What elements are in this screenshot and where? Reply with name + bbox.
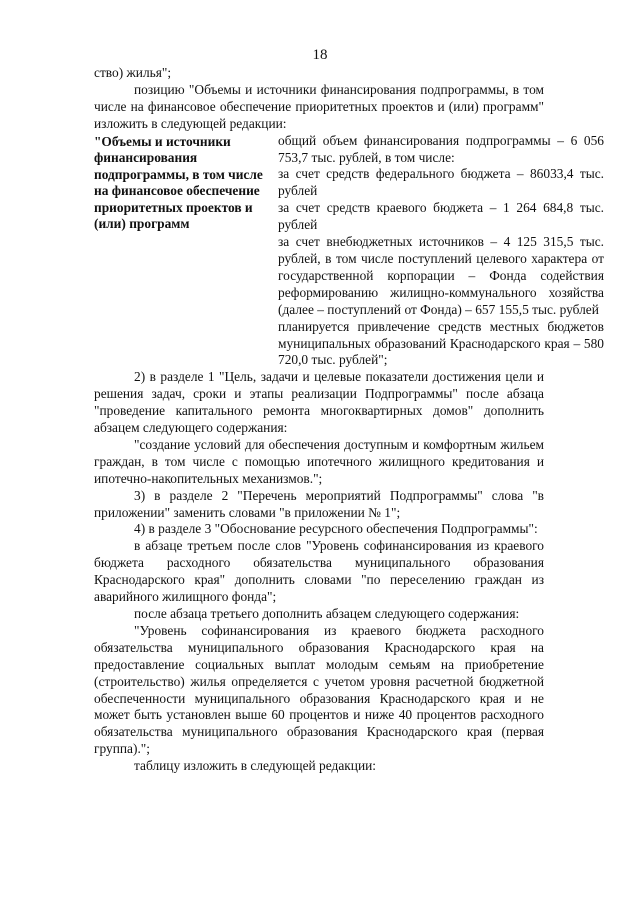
paragraph: "Уровень софинансирования из краевого бюджета расходного обязательства муниципального образования Краснодарского края на предоставление социальных выплат молодым семьям на приобретение (строительство) жилья определяется с учетом уровня расчетной бюджетной обеспеченности муниципального образования Краснодарского края и не может быть установлен выше 60 процентов и ниже 40 процентов расходного обязательства муниципального образования Краснодарского края (первая группа)."; xyxy=(94,622,544,757)
paragraph: таблицу изложить в следующей редакции: xyxy=(134,758,377,774)
financing-table xyxy=(94,132,604,370)
table-right-column xyxy=(278,133,604,370)
document-body xyxy=(94,65,604,775)
paragraph: 2) в разделе 1 "Цель, задачи и целевые показатели достижения цели и решения задач, сроки и этапы реализации Подпрограммы" после абзаца "проведение капитального ремонта многоквартирных домов" дополнить абзацем следующего содержания: xyxy=(94,369,544,436)
table-item: планируется привлечение средств местных бюджетов муниципальных образований Краснодарского края – 580 720,0 тыс. рублей"; xyxy=(278,318,604,368)
table-item: за счет средств федерального бюджета – 86033,4 тыс. рублей xyxy=(278,166,604,199)
paragraph: ство) жилья"; xyxy=(94,65,172,80)
paragraph: "создание условий для обеспечения доступным и комфортным жильем граждан, в том числе с помощью ипотечного жилищного кредитования и ипотечно-накопительных механизмов."; xyxy=(94,436,544,486)
table-item: за счет средств краевого бюджета – 1 264 684,8 тыс. рублей xyxy=(278,200,604,233)
page-number: 18 xyxy=(312,47,328,63)
table-left-label: "Объемы и источники финансирования подпрограммы, в том числе на финансовое обеспечение приоритетных проектов и (или) программ xyxy=(94,133,263,232)
table-item: за счет внебюджетных источников – 4 125 315,5 тыс. рублей, в том числе поступлений целевого характера от государственной корпорации – Фонда содействия реформированию жилищно-коммунального хозяйства (далее – поступлений от Фонда) – 657 155,5 тыс. рублей xyxy=(278,234,604,317)
paragraph: позицию "Объемы и источники финансирования подпрограммы, в том числе на финансовое обеспечение приоритетных проектов и (или) программ" изложить в следующей редакции: xyxy=(94,81,544,131)
paragraph: 3) в разделе 2 "Перечень мероприятий Подпрограммы" слова "в приложении" заменить словами "в приложении № 1"; xyxy=(94,487,544,520)
paragraph: в абзаце третьем после слов "Уровень софинансирования из краевого бюджета расходного обязательства муниципального образования Краснодарского края" дополнить словами "по переселению граждан из аварийного жилищного фонда"; xyxy=(94,538,544,605)
paragraph: после абзаца третьего дополнить абзацем следующего содержания: xyxy=(134,606,520,621)
paragraph: 4) в разделе 3 "Обоснование ресурсного обеспечения Подпрограммы": xyxy=(134,521,538,537)
table-item: общий объем финансирования подпрограммы – 6 056 753,7 тыс. рублей, в том числе: xyxy=(278,132,604,165)
